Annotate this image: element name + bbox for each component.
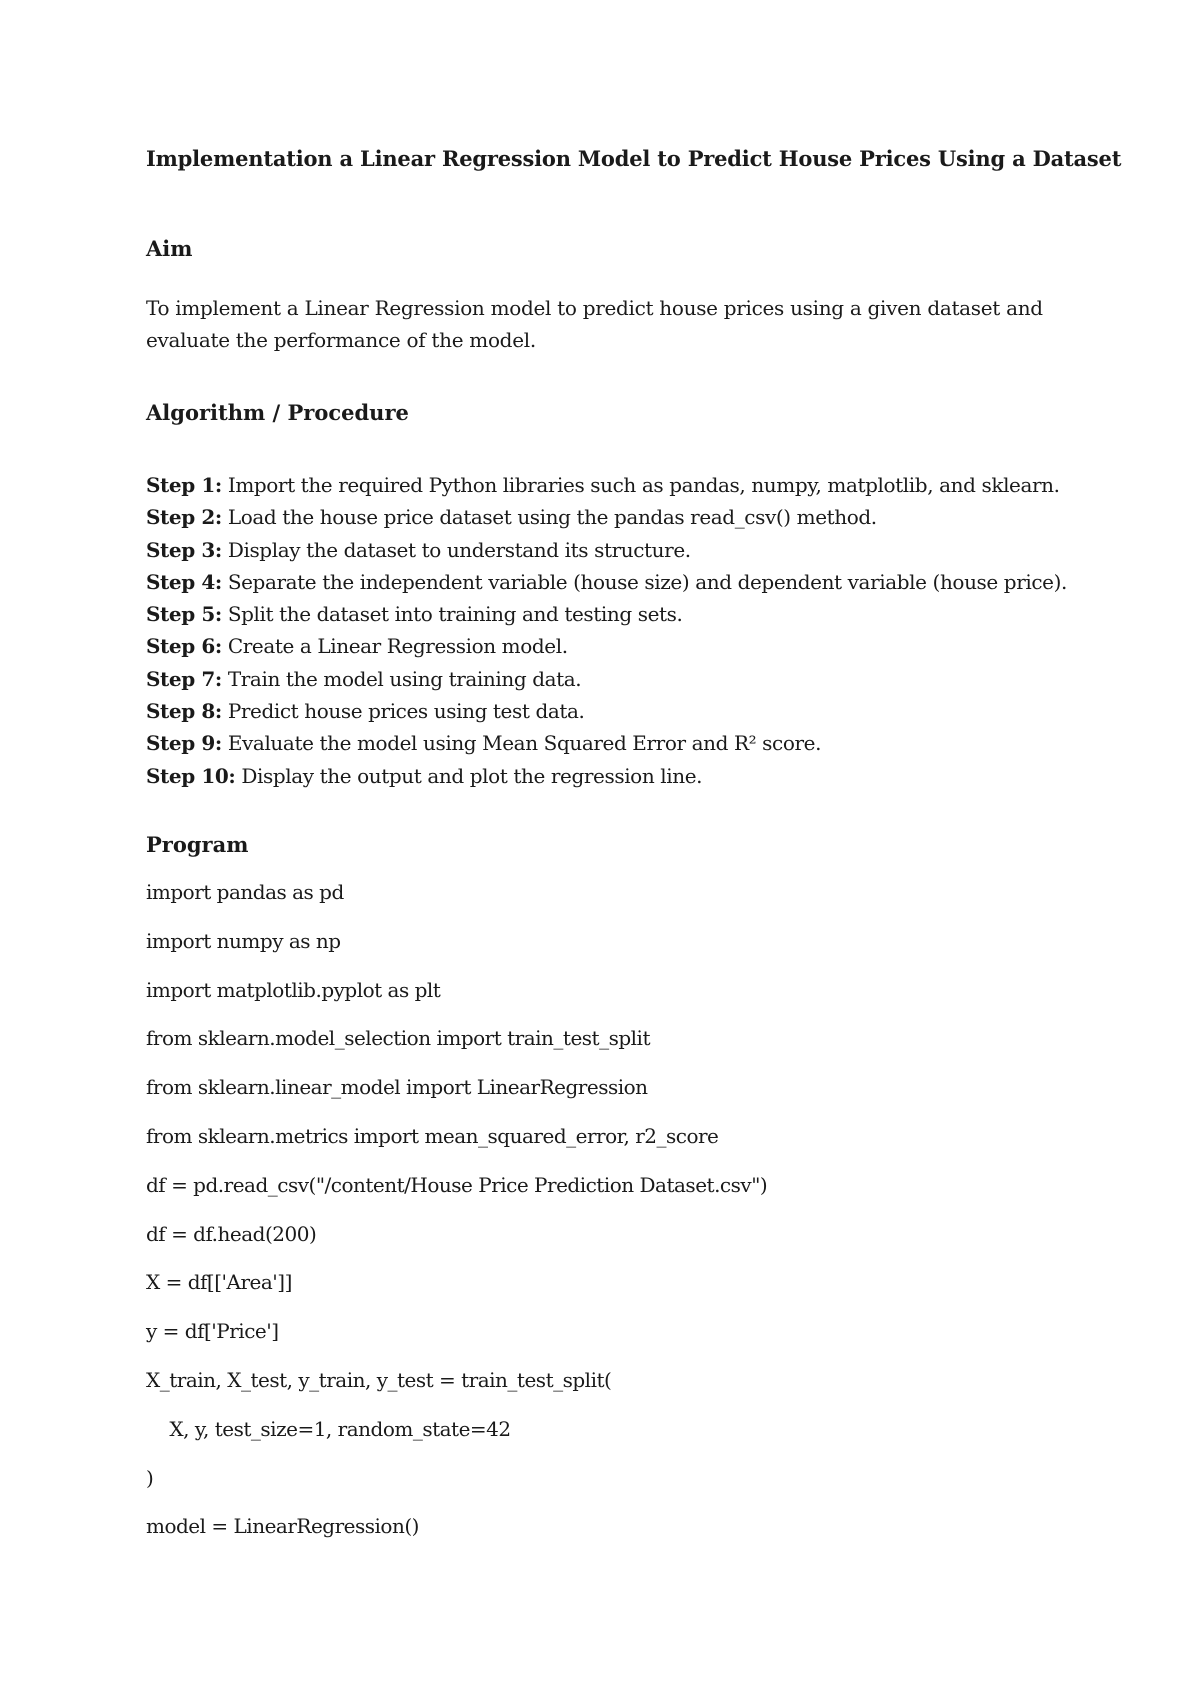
step-label: Step 3: [146,537,222,562]
aim-heading: Aim [146,236,193,261]
step-text: Predict house prices using test data. [221,699,585,724]
aim-text: To implement a Linear Regression model to predict house prices using a given dataset and evaluate the performance of the model. [146,296,1043,352]
procedure-step [146,695,1067,727]
step-text: Load the house price dataset using the pandas read_csv() method. [221,505,877,530]
step-text: Separate the independent variable (house size) and dependent variable (house price). [221,569,1067,594]
step-text: Train the model using training data. [221,666,582,691]
procedure-step [146,469,1067,501]
step-text: Split the dataset into training and testing sets. [221,602,683,627]
code-line: import matplotlib.pyplot as plt [146,977,441,1002]
procedure-step [146,630,1067,662]
step-text: Display the dataset to understand its structure. [221,537,691,562]
program-code [146,876,767,1559]
code-line: import pandas as pd [146,880,344,904]
procedure-step [146,501,1067,533]
step-label: Step 8: [146,699,222,724]
step-text: Display the output and plot the regression line. [235,763,703,788]
code-line: ) [146,1465,154,1490]
procedure-step [146,663,1067,695]
step-text: Import the required Python libraries such as pandas, numpy, matplotlib, and sklearn. [221,473,1060,497]
code-line: import numpy as np [146,928,341,953]
code-line: from sklearn.model_selection import train_test_split [146,1026,650,1051]
code-line: y = df['Price'] [146,1319,279,1344]
step-label: Step 1: [146,473,222,497]
code-line: from sklearn.linear_model import LinearRegression [146,1075,648,1100]
code-line: X, y, test_size=1, random_state=42 [146,1416,511,1441]
procedure-heading: Algorithm / Procedure [146,400,409,425]
procedure-step-list [146,469,1067,792]
code-line: from sklearn.metrics import mean_squared_error, r2_score [146,1123,719,1148]
procedure-step [146,598,1067,630]
procedure-step [146,727,1067,759]
code-line: X = df[['Area']] [146,1270,292,1295]
step-text: Evaluate the model using Mean Squared Error and R² score. [221,731,822,756]
step-label: Step 2: [146,505,222,530]
code-line: df = df.head(200) [146,1221,317,1246]
step-label: Step 7: [146,666,222,691]
step-label: Step 6: [146,634,222,659]
document-title: Implementation a Linear Regression Model to Predict House Prices Using a Dataset [146,146,1122,171]
code-line: model = LinearRegression() [146,1514,419,1539]
procedure-step [146,566,1067,598]
step-label: Step 10: [146,763,236,788]
program-heading: Program [146,832,249,857]
code-line: X_train, X_test, y_train, y_test = train_test_split( [146,1367,612,1392]
procedure-step [146,760,1067,792]
step-text: Create a Linear Regression model. [221,634,568,659]
procedure-step [146,534,1067,566]
step-label: Step 4: [146,569,222,594]
code-line: df = pd.read_csv("/content/House Price Prediction Dataset.csv") [146,1172,768,1197]
step-label: Step 9: [146,731,222,756]
step-label: Step 5: [146,602,222,627]
